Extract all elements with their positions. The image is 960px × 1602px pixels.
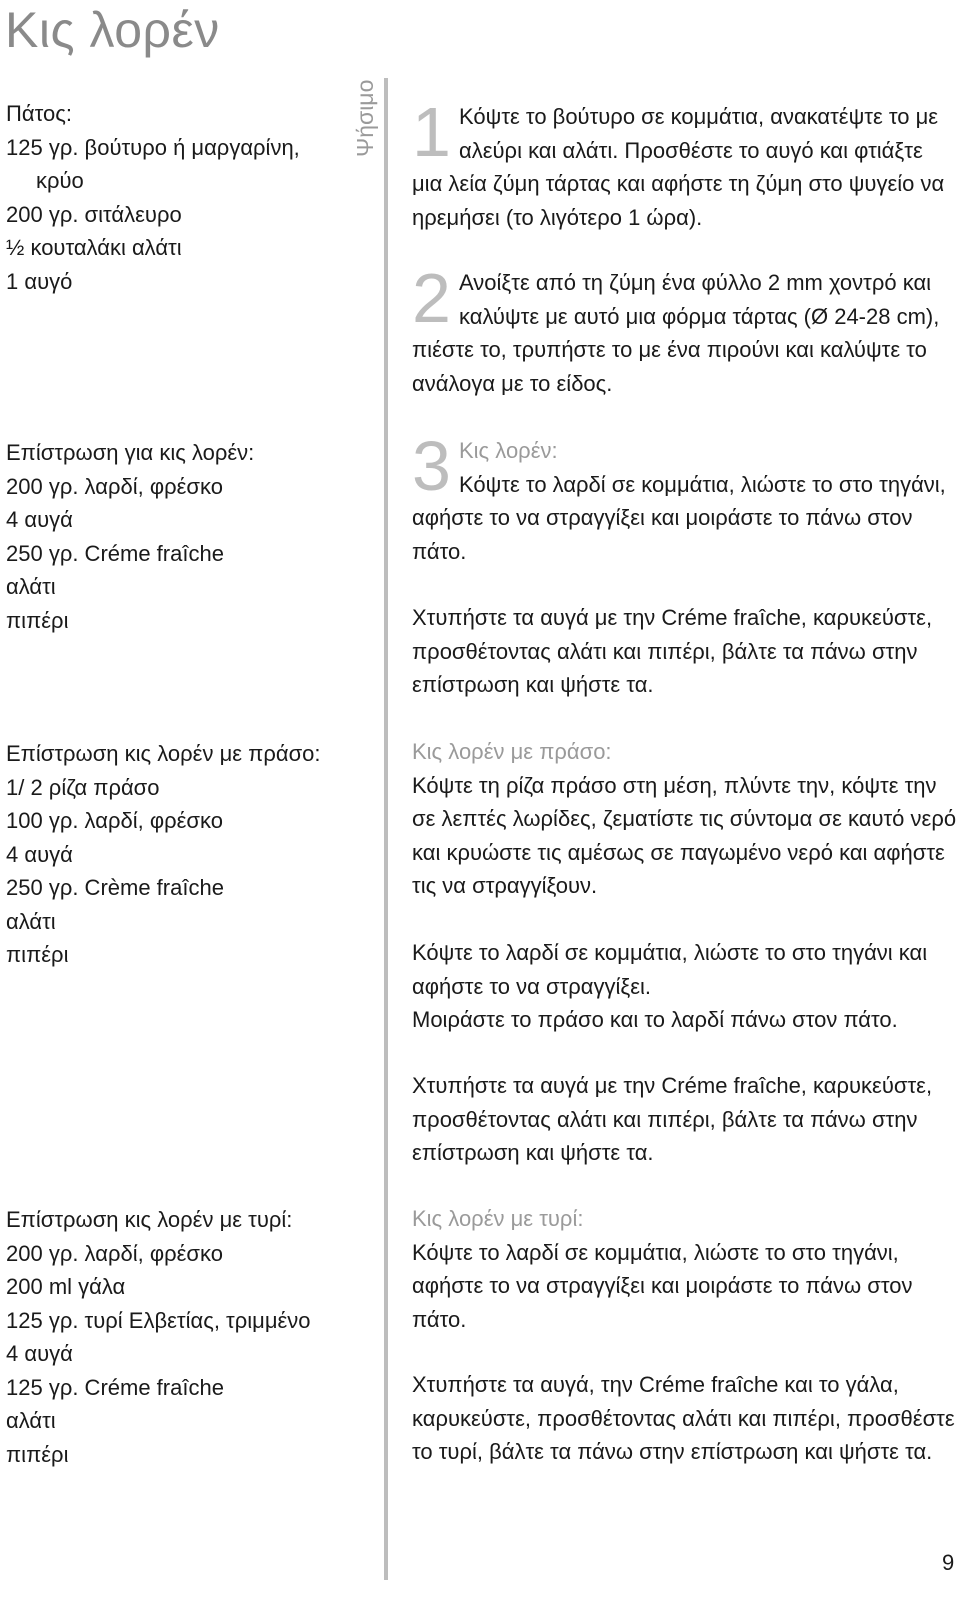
- ingredient-item: 4 αυγά: [6, 1341, 73, 1366]
- ingredient-item: αλάτι: [6, 908, 56, 934]
- ingredient-item: κρύο: [36, 168, 84, 193]
- leek-lard: [412, 936, 957, 1037]
- variant-subtitle: Κις λορέν με τυρί:: [412, 1206, 584, 1231]
- variant-text: Χτυπήστε τα αυγά, την Créme fraîche και το γάλα, καρυκεύστε, προσθέτοντας αλάτι και πιπέρι, προσθέστε το τυρί, βάλτε τα πάνω στην επίστρωση και ψήστε τα.: [412, 1372, 955, 1464]
- cheese-variant: [412, 1202, 957, 1336]
- variant-subtitle: Κις λορέν με πράσο:: [412, 739, 612, 764]
- ingredient-heading: Επίστρωση κις λορέν με πράσο:: [6, 741, 321, 766]
- variant-text: Κόψτε το λαρδί σε κομμάτια, λιώστε το στο τηγάνι και αφήστε το να στραγγίξει.: [412, 940, 928, 999]
- ingredient-item: πιπέρι: [6, 607, 69, 633]
- ingredient-heading: Επίστρωση κις λορέν με τυρί:: [6, 1207, 293, 1232]
- ingredient-item: 4 αυγά: [6, 841, 73, 867]
- ingredient-item: πιπέρι: [6, 1441, 69, 1467]
- ingredient-item: 200 γρ. λαρδί, φρέσκο: [6, 1240, 223, 1266]
- leek-variant: [412, 735, 957, 903]
- step-3-eggs: [412, 601, 957, 702]
- ingredient-item: 125 γρ. βούτυρο ή μαργαρίνη,: [6, 134, 300, 160]
- ingredients-topping-lorraine: [6, 436, 346, 637]
- page-title: Κις λορέν: [5, 2, 220, 58]
- step-1: [412, 93, 957, 234]
- ingredient-item: 200 γρ. λαρδί, φρέσκο: [6, 473, 223, 499]
- ingredient-item: πιπέρι: [6, 942, 69, 967]
- ingredient-item: αλάτι: [6, 1408, 56, 1433]
- step-number: 2: [412, 259, 451, 337]
- ingredient-item: ½ κουταλάκι αλάτι: [6, 235, 182, 260]
- ingredient-heading: Πάτος:: [6, 101, 72, 126]
- variant-text: Χτυπήστε τα αυγά με την Créme fraîche, καρυκεύστε, προσθέτοντας αλάτι και πιπέρι, βάλτε τα πάνω στην επίστρωση και ψήστε τα.: [412, 1073, 933, 1165]
- variant-text: Μοιράστε το πράσο και το λαρδί πάνω στον πάτο.: [412, 1007, 898, 1032]
- leek-eggs: [412, 1069, 957, 1170]
- ingredient-item: 125 γρ. τυρί Ελβετίας, τριμμένο: [6, 1307, 311, 1333]
- step-number: 3: [412, 427, 451, 505]
- column-divider: [384, 78, 388, 1580]
- ingredient-item: αλάτι: [6, 574, 56, 599]
- cheese-eggs: [412, 1368, 957, 1469]
- ingredient-item: 125 γρ. Créme fraîche: [6, 1374, 224, 1400]
- ingredient-heading: Επίστρωση για κις λορέν:: [6, 440, 255, 465]
- ingredients-base: [6, 97, 346, 298]
- ingredient-item: 4 αυγά: [6, 507, 73, 532]
- step-2: [412, 259, 957, 400]
- ingredients-topping-cheese: [6, 1203, 346, 1471]
- step-number: 1: [412, 93, 451, 171]
- ingredients-topping-leek: [6, 737, 346, 972]
- step-text: Κόψτε το βούτυρο σε κομμάτια, ανακατέψτε το με αλεύρι και αλάτι. Προσθέστε το αυγό και φτιάξτε μια λεία ζύμη τάρτας και αφήστε τη ζύμη στο ψυγείο να ηρεμήσει (το λιγότερο 1 ώρα).: [412, 104, 945, 230]
- variant-text: Κόψτε τη ρίζα πράσο στη μέση, πλύντε την, κόψτε την σε λεπτές λωρίδες, ζεματίστε τις σύντομα σε καυτό νερό και κρυώστε τις αμέσως σε παγωμένο νερό και αφήστε τις να στραγγίξουν.: [412, 772, 957, 898]
- step-3: [412, 427, 957, 568]
- ingredient-item: 250 γρ. Créme fraîche: [6, 540, 224, 566]
- step-subtitle: Κις λορέν:: [459, 438, 558, 463]
- ingredient-item: 250 γρ. Crème fraîche: [6, 875, 224, 900]
- step-text: Ανοίξτε από τη ζύμη ένα φύλλο 2 mm χοντρό και καλύψτε με αυτό μια φόρμα τάρτας (Ø 24-28 cm), πιέστε το, τρυπήστε το με ένα πιρούνι και καλύψτε το ανάλογα με το είδος.: [412, 270, 940, 396]
- page-number: 9: [942, 1550, 955, 1575]
- section-label: Ψήσιμο: [352, 80, 378, 158]
- step-text: Χτυπήστε τα αυγά με την Créme fraîche, καρυκεύστε, προσθέτοντας αλάτι και πιπέρι, βάλτε τα πάνω στην επίστρωση και ψήστε τα.: [412, 605, 933, 697]
- ingredient-item: 1/ 2 ρίζα πράσο: [6, 774, 160, 800]
- variant-text: Κόψτε το λαρδί σε κομμάτια, λιώστε το στο τηγάνι, αφήστε το να στραγγίξει και μοιράστε το πάνω στον πάτο.: [412, 1239, 913, 1332]
- ingredient-item: 200 γρ. σιτάλευρο: [6, 201, 182, 227]
- ingredient-item: 200 ml γάλα: [6, 1274, 126, 1299]
- ingredient-item: 1 αυγό: [6, 268, 73, 294]
- ingredient-item: 100 γρ. λαρδί, φρέσκο: [6, 808, 223, 833]
- step-text: Κόψτε το λαρδί σε κομμάτια, λιώστε το στο τηγάνι, αφήστε το να στραγγίξει και μοιράστε το πάνω στον πάτο.: [412, 471, 946, 564]
